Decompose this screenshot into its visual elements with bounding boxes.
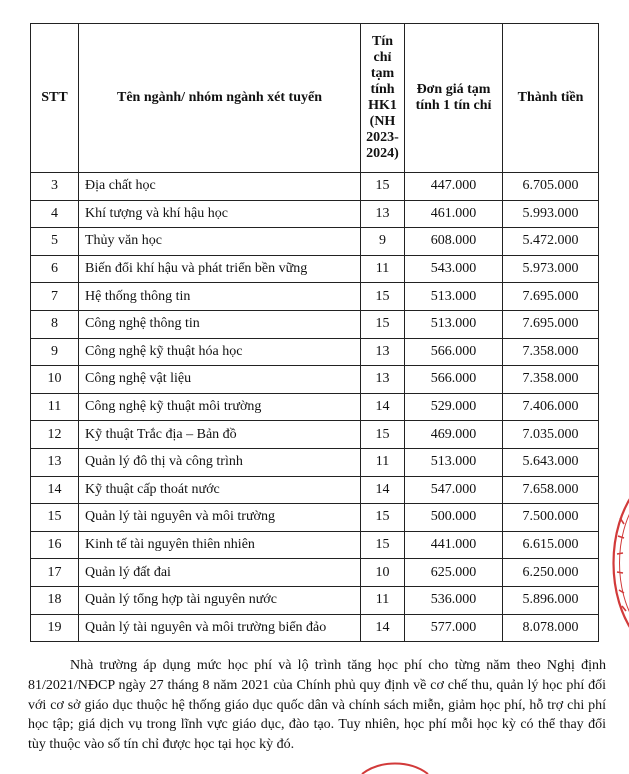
cell-unit-price: 513.000 [405,283,503,311]
cell-credits: 9 [361,228,405,256]
red-seal-stamp-edge [602,488,629,638]
cell-program-name: Kỹ thuật Trắc địa – Bản đồ [79,421,361,449]
cell-program-name: Công nghệ kỹ thuật hóa học [79,338,361,366]
cell-stt: 5 [31,228,79,256]
cell-total: 7.358.000 [503,366,599,394]
cell-total: 6.615.000 [503,531,599,559]
header-total: Thành tiền [503,24,599,173]
cell-credits: 15 [361,283,405,311]
cell-unit-price: 513.000 [405,310,503,338]
header-credits: Tín chỉ tạm tính HK1 (NH 2023-2024) [361,24,405,173]
table-row [31,559,599,587]
cell-total: 6.705.000 [503,173,599,201]
cell-unit-price: 536.000 [405,586,503,614]
cell-credits: 15 [361,173,405,201]
table-row [31,586,599,614]
cell-total: 5.896.000 [503,586,599,614]
cell-credits: 13 [361,200,405,228]
cell-credits: 15 [361,531,405,559]
cell-program-name: Hệ thống thông tin [79,283,361,311]
cell-unit-price: 500.000 [405,504,503,532]
cell-program-name: Khí tượng và khí hậu học [79,200,361,228]
table-header [31,24,599,173]
header-row [31,24,599,173]
cell-total: 7.358.000 [503,338,599,366]
cell-program-name: Công nghệ kỹ thuật môi trường [79,393,361,421]
cell-unit-price: 543.000 [405,255,503,283]
cell-total: 7.695.000 [503,283,599,311]
cell-program-name: Địa chất học [79,173,361,201]
cell-unit-price: 608.000 [405,228,503,256]
cell-total: 5.472.000 [503,228,599,256]
header-stt: STT [31,24,79,173]
table-row [31,504,599,532]
tuition-note: Nhà trường áp dụng mức học phí và lộ trình tăng học phí cho từng năm theo Nghị định 81/2021/NĐCP ngày 27 tháng 8 năm 2021 của Chính phủ quy định về cơ chế thu, quản lý học phí đối với cơ sở giáo dục thuộc hệ thống giáo dục quốc dân và chính sách miễn, giảm học phí, hỗ trợ chi phí học tập; giá dịch vụ trong lĩnh vực giáo dục, đào tạo. Tuy nhiên, học phí mỗi học kỳ có thể thay đổi tùy thuộc vào số tín chỉ được học tại học kỳ đó. [28,658,606,753]
table-row [31,476,599,504]
cell-total: 7.500.000 [503,504,599,532]
cell-total: 7.695.000 [503,310,599,338]
cell-program-name: Quản lý tổng hợp tài nguyên nước [79,586,361,614]
cell-total: 7.658.000 [503,476,599,504]
cell-stt: 6 [31,255,79,283]
cell-program-name: Công nghệ vật liệu [79,366,361,394]
cell-unit-price: 441.000 [405,531,503,559]
table-row [31,200,599,228]
cell-credits: 14 [361,614,405,642]
cell-stt: 17 [31,559,79,587]
cell-unit-price: 447.000 [405,173,503,201]
cell-stt: 18 [31,586,79,614]
cell-stt: 12 [31,421,79,449]
table-row [31,338,599,366]
tuition-table [30,23,599,642]
cell-program-name: Quản lý tài nguyên và môi trường biển đảo [79,614,361,642]
cell-unit-price: 566.000 [405,366,503,394]
cell-program-name: Biến đổi khí hậu và phát triển bền vững [79,255,361,283]
cell-credits: 11 [361,255,405,283]
header-unit-price: Đơn giá tạm tính 1 tín chỉ [405,24,503,173]
cell-credits: 11 [361,448,405,476]
cell-credits: 15 [361,504,405,532]
cell-unit-price: 577.000 [405,614,503,642]
table-row [31,310,599,338]
cell-credits: 10 [361,559,405,587]
cell-unit-price: 513.000 [405,448,503,476]
table-row [31,283,599,311]
table-row [31,255,599,283]
cell-program-name: Quản lý đất đai [79,559,361,587]
cell-stt: 10 [31,366,79,394]
cell-unit-price: 625.000 [405,559,503,587]
cell-total: 6.250.000 [503,559,599,587]
cell-credits: 15 [361,421,405,449]
cell-stt: 3 [31,173,79,201]
cell-credits: 13 [361,338,405,366]
cell-credits: 13 [361,366,405,394]
table-row [31,531,599,559]
cell-stt: 11 [31,393,79,421]
cell-stt: 16 [31,531,79,559]
table-row [31,366,599,394]
cell-total: 8.078.000 [503,614,599,642]
cell-unit-price: 529.000 [405,393,503,421]
cell-credits: 14 [361,393,405,421]
table-row [31,393,599,421]
cell-stt: 7 [31,283,79,311]
cell-unit-price: 547.000 [405,476,503,504]
cell-stt: 13 [31,448,79,476]
table-row [31,228,599,256]
cell-total: 5.643.000 [503,448,599,476]
cell-program-name: Kinh tế tài nguyên thiên nhiên [79,531,361,559]
cell-unit-price: 469.000 [405,421,503,449]
cell-total: 7.035.000 [503,421,599,449]
table-row [31,448,599,476]
red-seal-stamp-bottom [360,758,430,774]
cell-stt: 8 [31,310,79,338]
table-row [31,614,599,642]
cell-credits: 14 [361,476,405,504]
cell-credits: 15 [361,310,405,338]
cell-stt: 14 [31,476,79,504]
cell-stt: 4 [31,200,79,228]
cell-total: 5.993.000 [503,200,599,228]
table-row [31,421,599,449]
cell-program-name: Quản lý đô thị và công trình [79,448,361,476]
cell-total: 5.973.000 [503,255,599,283]
table-body [31,173,599,642]
cell-stt: 15 [31,504,79,532]
cell-program-name: Công nghệ thông tin [79,310,361,338]
table-row [31,173,599,201]
cell-total: 7.406.000 [503,393,599,421]
cell-stt: 19 [31,614,79,642]
cell-program-name: Kỹ thuật cấp thoát nước [79,476,361,504]
cell-credits: 11 [361,586,405,614]
cell-unit-price: 566.000 [405,338,503,366]
cell-unit-price: 461.000 [405,200,503,228]
cell-program-name: Thủy văn học [79,228,361,256]
cell-program-name: Quản lý tài nguyên và môi trường [79,504,361,532]
header-name: Tên ngành/ nhóm ngành xét tuyển [79,24,361,173]
cell-stt: 9 [31,338,79,366]
